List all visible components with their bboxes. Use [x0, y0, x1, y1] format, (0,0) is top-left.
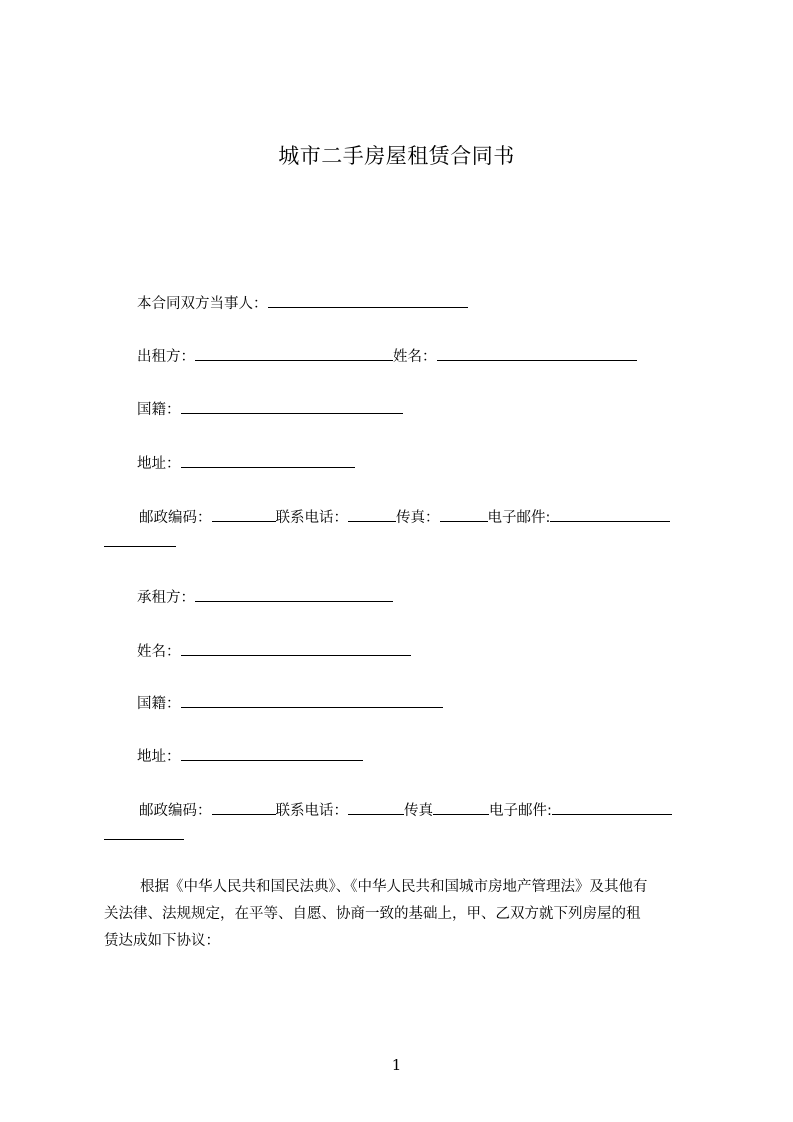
lessor-nationality-label: 国籍：: [137, 402, 181, 418]
lessor-address-label: 地址：: [137, 456, 181, 472]
lessee-name-line: [137, 640, 411, 661]
lessee-fax-label: 传真: [404, 803, 433, 819]
lessee-label: 承租方：: [137, 590, 195, 606]
lessee-contact-line: [139, 799, 672, 820]
lessee-nationality-line: [137, 692, 443, 713]
lessee-email-blank[interactable]: [552, 813, 672, 815]
lessee-nationality-label: 国籍：: [137, 696, 181, 712]
lessor-postcode-label: 邮政编码：: [139, 510, 212, 526]
lessor-email-blank[interactable]: [550, 520, 670, 522]
lessor-nationality-blank[interactable]: [181, 412, 403, 414]
lessee-phone-label: 联系电话：: [275, 803, 348, 819]
lessor-nationality-line: [137, 398, 403, 419]
lessee-nationality-blank[interactable]: [181, 706, 443, 708]
lessor-email-label: 电子邮件:: [487, 510, 551, 526]
lessor-phone-blank[interactable]: [348, 520, 396, 522]
parties-line: [137, 292, 468, 313]
lessor-phone-label: 联系电话：: [275, 510, 348, 526]
parties-blank[interactable]: [268, 306, 468, 308]
lessee-postcode-blank[interactable]: [212, 813, 276, 815]
lessor-fax-label: 传真：: [396, 510, 440, 526]
lessee-address-label: 地址：: [137, 749, 181, 765]
lessor-fax-blank[interactable]: [440, 520, 488, 522]
paragraph-line-2: 关法律、法规规定，在平等、自愿、协商一致的基础上，甲、乙双方就下列房屋的租: [104, 906, 641, 922]
lessor-postcode-blank[interactable]: [212, 520, 276, 522]
lessor-contact-line: [139, 506, 670, 527]
lessee-name-label: 姓名：: [137, 644, 181, 660]
lessor-line: [137, 345, 637, 366]
lessee-email-blank-continued[interactable]: [104, 838, 184, 840]
lessor-blank[interactable]: [195, 359, 393, 361]
lessor-name-blank[interactable]: [437, 359, 637, 361]
lessor-email-blank-continued[interactable]: [104, 545, 176, 547]
lessee-fax-blank[interactable]: [433, 813, 489, 815]
lessee-email-label: 电子邮件:: [489, 803, 552, 819]
lessor-label: 出租方：: [137, 349, 195, 365]
lessee-line: [137, 586, 393, 607]
document-title: 城市二手房屋租赁合同书: [278, 144, 515, 168]
agreement-paragraph: [104, 874, 700, 955]
lessee-address-blank[interactable]: [181, 759, 363, 761]
lessee-name-blank[interactable]: [181, 654, 411, 656]
lessee-postcode-label: 邮政编码：: [139, 803, 212, 819]
lessor-address-blank[interactable]: [181, 466, 355, 468]
page-number: 1: [391, 1056, 402, 1074]
lessor-name-label: 姓名：: [393, 349, 437, 365]
lessee-phone-blank[interactable]: [348, 813, 404, 815]
paragraph-line-3: 赁达成如下协议：: [104, 933, 220, 949]
paragraph-line-1: 根据《中华人民共和国民法典》、《中华人民共和国城市房地产管理法》及其他有: [140, 879, 648, 895]
parties-label: 本合同双方当事人：: [137, 296, 268, 312]
lessor-address-line: [137, 452, 355, 473]
lessee-address-line: [137, 745, 363, 766]
lessee-blank[interactable]: [195, 600, 393, 602]
